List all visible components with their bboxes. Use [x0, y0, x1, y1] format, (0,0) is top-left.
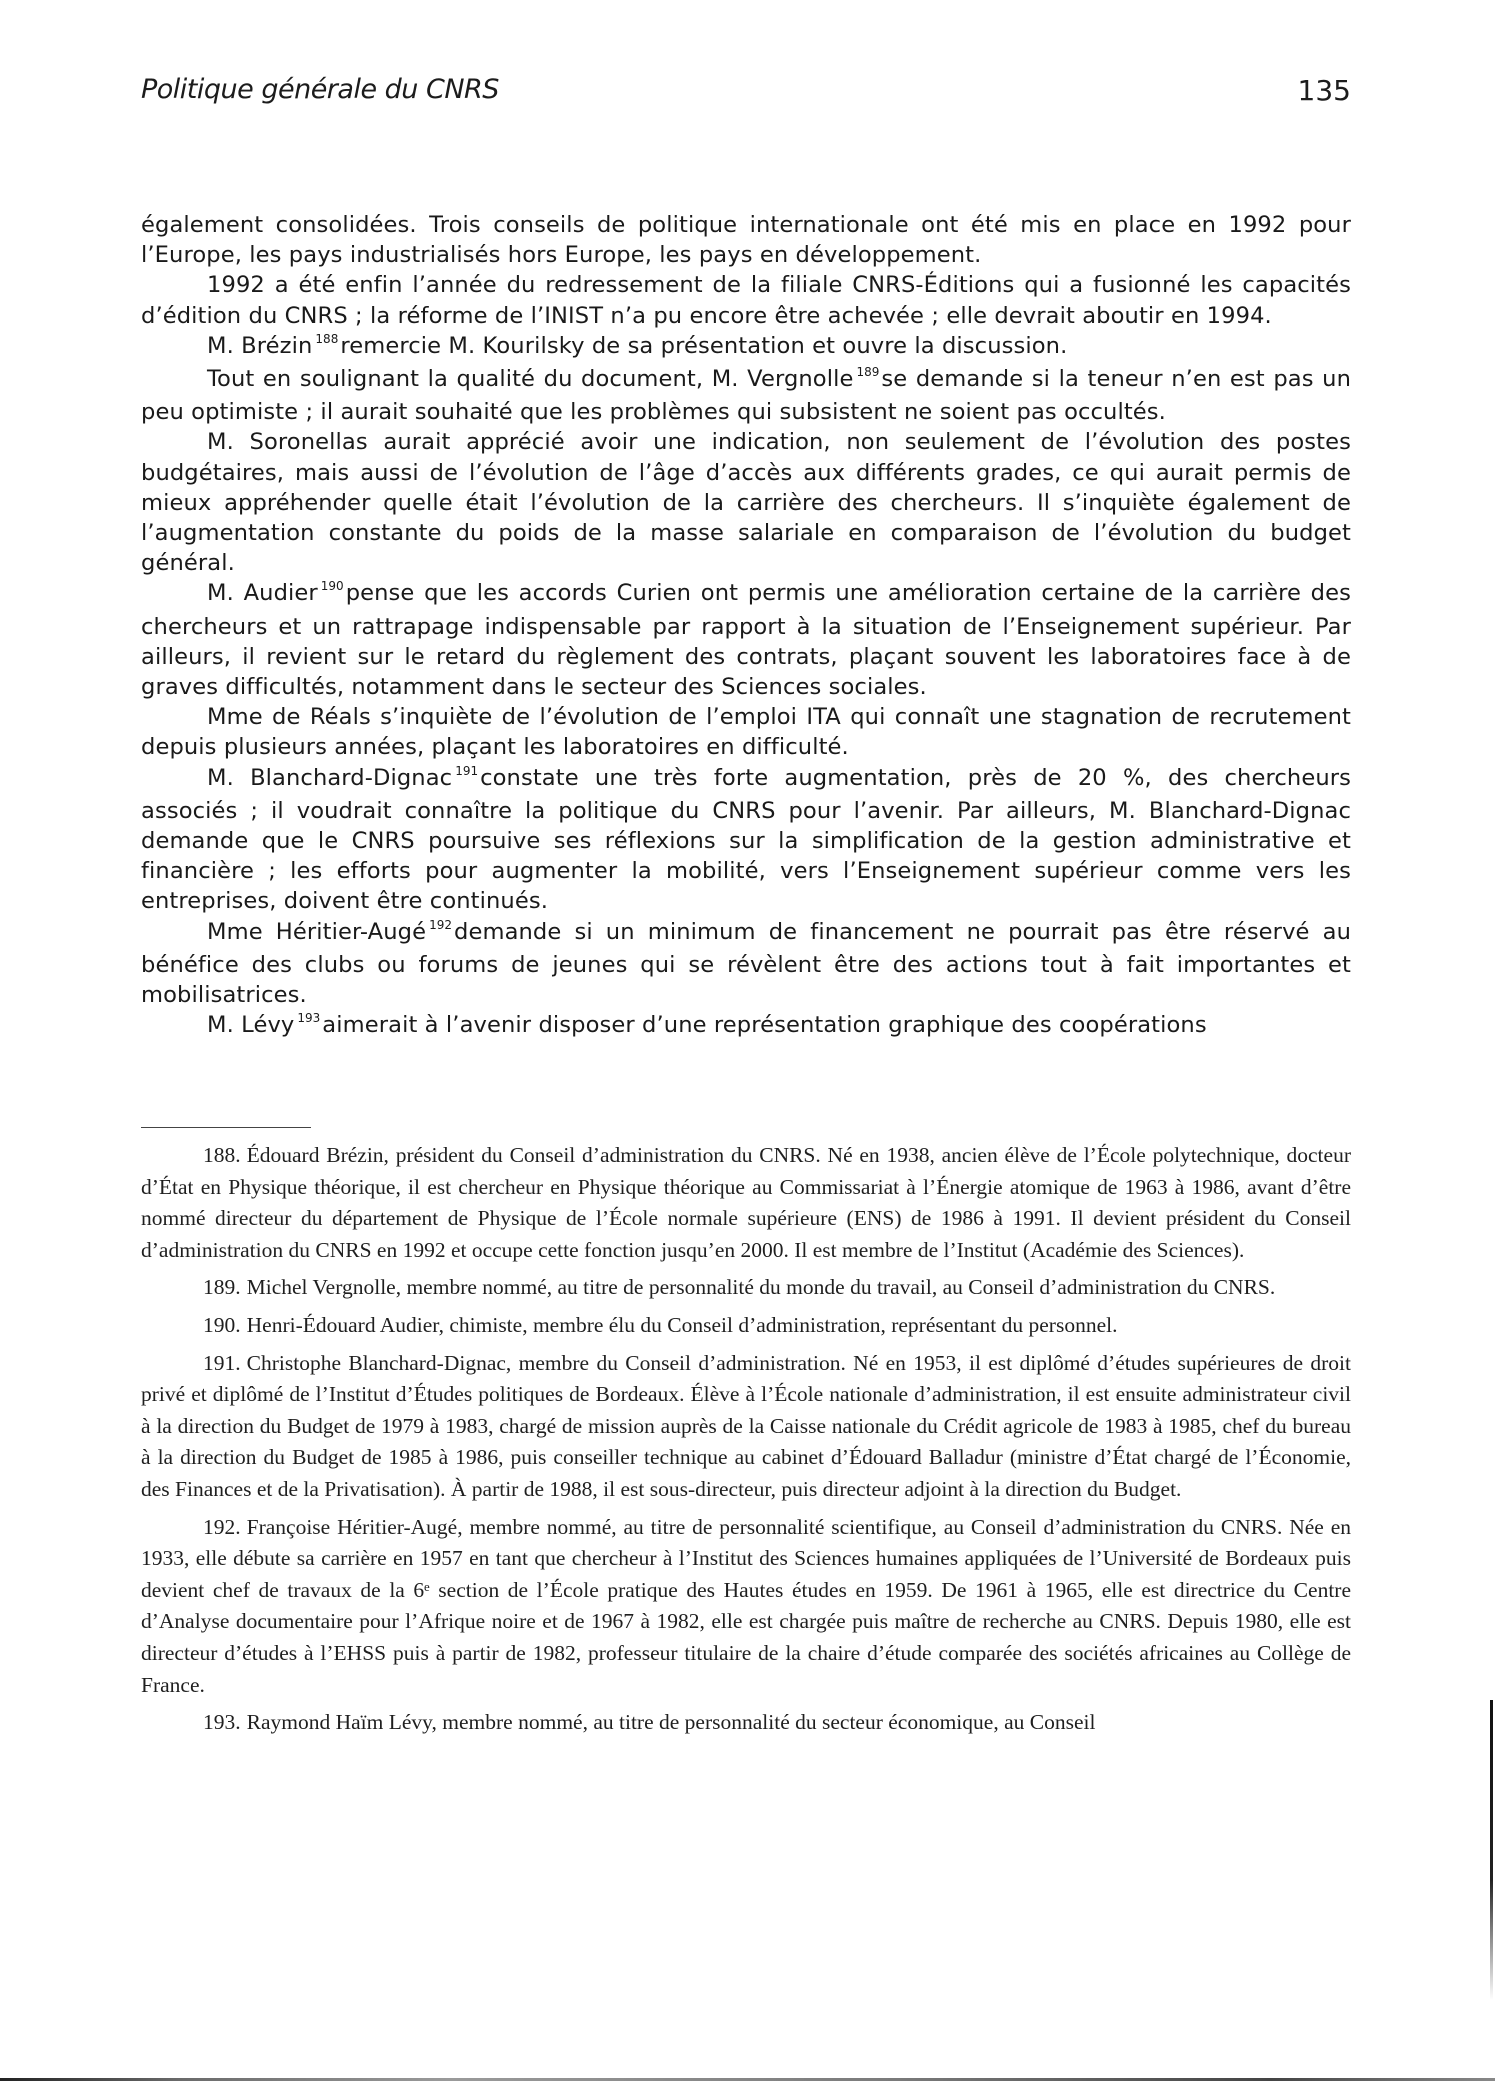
paragraph-text: demande si un minimum de financement ne pourrait pas être réservé au bénéfice des clubs ou forums de jeunes qui se révèlent être des actions tout à fait importantes et mobilisatrices.: [141, 918, 1351, 1009]
footnotes: [141, 1140, 1351, 1745]
paragraph: [141, 702, 1351, 762]
paragraph-text: Tout en soulignant la qualité du document, M. Vergnolle: [207, 366, 854, 393]
footnote-number: 191.: [203, 1350, 241, 1375]
footnote-ref[interactable]: 192: [429, 917, 453, 932]
footnote-number: 190.: [203, 1312, 241, 1337]
footnote-ref[interactable]: 188: [315, 331, 339, 346]
paragraph-text: M. Lévy: [207, 1012, 295, 1039]
footnote-192: [141, 1512, 1351, 1702]
paragraph-text: pense que les accords Curien ont permis une amélioration certaine de la carrière des chercheurs et un rattrapage indispensable par rapport à la situation de l’Enseignement supérieur. Par ailleurs, il revient sur le retard du règlement des contrats, plaçant souvent les laboratoires face à de graves difficultés, notamment dans le secteur des Sciences sociales.: [141, 580, 1351, 701]
footnote-ref[interactable]: 193: [297, 1011, 321, 1026]
body-text: [141, 210, 1351, 1043]
paragraph: [141, 270, 1351, 330]
footnote-text: Christophe Blanchard-Dignac, membre du Conseil d’administration. Né en 1953, il est diplômé d’études supérieures de droit privé et diplômé de l’Institut d’Études politiques de Bordeaux. Élève à l’École nationale d’administration, il est ensuite administrateur civil à la direction du Budget de 1979 à 1983, chargé de mission auprès de la Caisse nationale du Crédit agricole de 1983 à 1985, chef du bureau à la direction du Budget de 1985 à 1986, puis conseiller technique au cabinet d’Édouard Balladur (ministre d’État chargé de l’Économie, des Finances et de la Privatisation). À partir de 1988, il est sous-directeur, puis directeur adjoint à la direction du Budget.: [141, 1350, 1351, 1501]
footnote-ref[interactable]: 190: [320, 579, 344, 594]
footnote-193: [141, 1707, 1351, 1739]
footnote-text: Françoise Héritier-Augé, membre nommé, au titre de personnalité scientifique, au Conseil d’administration du CNRS. Née en 1933, elle débute sa carrière en 1957 en tant que chercheur à l’Institut des Sciences humaines appliquées de l’Université de Bordeaux puis devient chef de travaux de la 6ᵉ section de l’École pratique des Hautes études en 1959. De 1961 à 1965, elle est directrice du Centre d’Analyse documentaire pour l’Afrique noire et de 1967 à 1982, elle est chargée puis maître de recherche au CNRS. Depuis 1980, elle est directeur d’études à l’EHSS puis à partir de 1982, professeur titulaire de la chaire d’étude comparée des sociétés africaines au Collège de France.: [141, 1514, 1351, 1697]
footnote-number: 188.: [203, 1143, 241, 1167]
footnote-text: Michel Vergnolle, membre nommé, au titre de personnalité du monde du travail, au Conseil d’administration du CNRS.: [246, 1275, 1276, 1300]
paragraph-text: M. Brézin: [207, 332, 313, 359]
running-title: Politique générale du CNRS: [141, 74, 499, 105]
paragraph-text: M. Audier: [207, 580, 318, 607]
paragraph: [141, 917, 1351, 1011]
paragraph: [141, 763, 1351, 917]
footnote-191: [141, 1348, 1351, 1506]
paragraph-text: aimerait à l’avenir disposer d’une représentation graphique des coopérations: [322, 1012, 1207, 1039]
footnote-number: 192.: [203, 1514, 241, 1539]
scan-edge-right: [1490, 1700, 1493, 2000]
footnote-190: [141, 1310, 1351, 1342]
paragraph-text: remercie M. Kourilsky de sa présentation et ouvre la discussion.: [340, 332, 1068, 359]
paragraph-text: se demande si la teneur n’en est pas un peu optimiste ; il aurait souhaité que les problèmes qui subsistent ne soient pas occultés.: [141, 366, 1352, 426]
paragraph-text: Mme Héritier-Augé: [207, 918, 427, 945]
paragraph: [141, 331, 1351, 364]
footnote-number: 193.: [203, 1710, 241, 1735]
footnote-separator: [141, 1127, 311, 1128]
footnote-number: 189.: [203, 1275, 241, 1300]
paragraph-text: Mme de Réals s’inquiète de l’évolution de l’emploi ITA qui connaît une stagnation de recrutement depuis plusieurs années, plaçant les laboratoires en difficulté.: [141, 704, 1351, 761]
footnote-ref[interactable]: 191: [455, 763, 479, 778]
running-head: [141, 74, 1351, 118]
paragraph: [141, 427, 1351, 578]
footnote-188: [141, 1140, 1351, 1266]
footnote-text: Henri-Édouard Audier, chimiste, membre élu du Conseil d’administration, représentant du personnel.: [246, 1312, 1118, 1337]
paragraph: [141, 210, 1351, 270]
paragraph: [141, 364, 1351, 427]
footnote-text: Raymond Haïm Lévy, membre nommé, au titre de personnalité du secteur économique, au Conseil: [246, 1710, 1096, 1735]
footnote-text: Édouard Brézin, président du Conseil d’administration du CNRS. Né en 1938, ancien élève de l’École polytechnique, docteur d’État en Physique théorique, il est chercheur en Physique théorique au Commissariat à l’Énergie atomique de 1963 à 1986, avant d’être nommé directeur du département de Physique de l’École normale supérieure (ENS) de 1986 à 1991. Il devient président du Conseil d’administration du CNRS en 1992 et occupe cette fonction jusqu’en 2000. Il est membre de l’Institut (Académie des Sciences).: [141, 1143, 1351, 1262]
page-number: 135: [1297, 74, 1351, 107]
paragraph: [141, 1010, 1351, 1043]
paragraph-text: également consolidées. Trois conseils de politique internationale ont été mis en place en 1992 pour l’Europe, les pays industrialisés hors Europe, les pays en développement.: [141, 212, 1351, 269]
footnote-189: [141, 1272, 1351, 1304]
paragraph-text: constate une très forte augmentation, près de 20 %, des chercheurs associés ; il voudrait connaître la politique du CNRS pour l’avenir. Par ailleurs, M. Blanchard-Dignac demande que le CNRS poursuive ses réflexions sur la simplification de la gestion administrative et financière ; les efforts pour augmenter la mobilité, vers l’Enseignement supérieur comme vers les entreprises, doivent être continués.: [141, 764, 1351, 915]
paragraph-text: 1992 a été enfin l’année du redressement de la filiale CNRS-Éditions qui a fusionné les capacités d’édition du CNRS ; la réforme de l’INIST n’a pu encore être achevée ; elle devrait aboutir en 1994.: [141, 272, 1351, 329]
footnote-ref[interactable]: 189: [856, 365, 880, 380]
paragraph-text: M. Blanchard-Dignac: [207, 764, 453, 791]
paragraph: [141, 578, 1351, 702]
paragraph-text: M. Soronellas aurait apprécié avoir une indication, non seulement de l’évolution des postes budgétaires, mais aussi de l’évolution de l’âge d’accès aux différents grades, ce qui aurait permis de mieux appréhender quelle était l’évolution de la carrière des chercheurs. Il s’inquiète également de l’augmentation constante du poids de la masse salariale en comparaison de l’évolution du budget général.: [141, 429, 1351, 577]
